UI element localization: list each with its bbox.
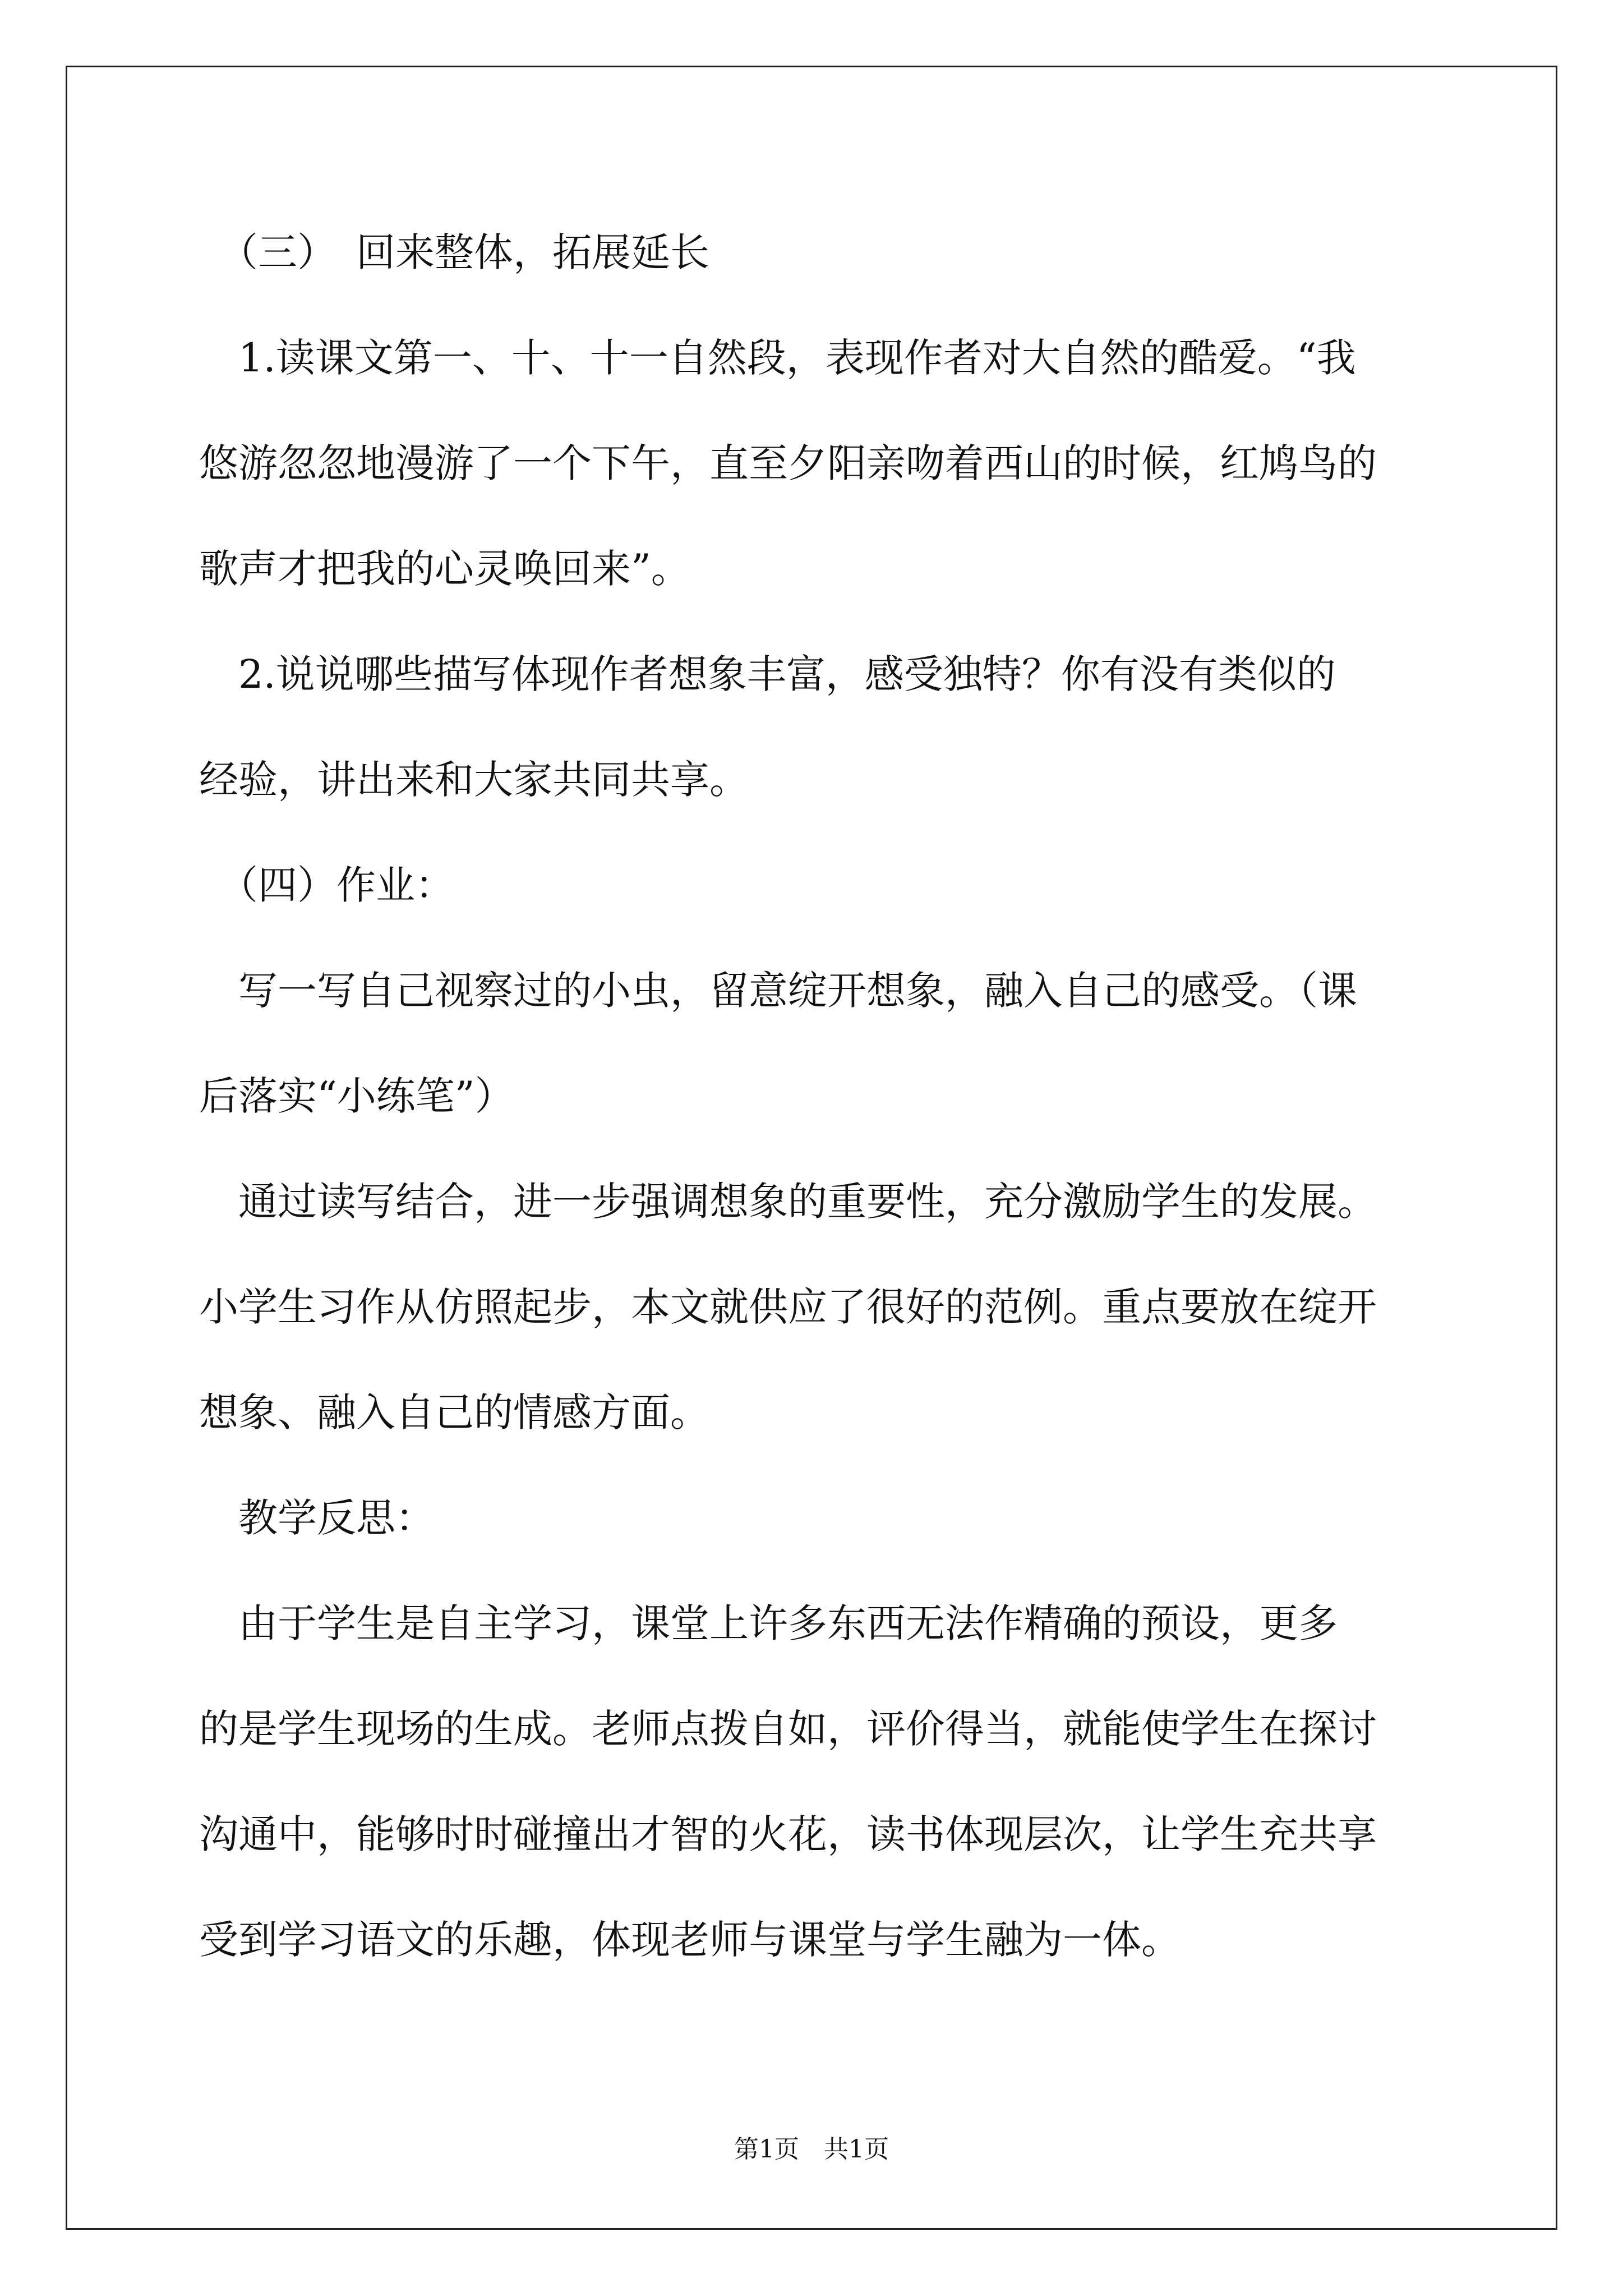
section-heading-3: （三） 回来整体，拓展延长 [199,229,709,275]
text-line: 沟通中，能够时时碰撞出才智的火花，读书体现层次，让学生充共享 [199,1811,1377,1857]
text-line: 由于学生是自主学习，课堂上许多东西无法作精确的预设，更多 [199,1600,1338,1646]
text-line: 1.读课文第一、十、十一自然段，表现作者对大自然的酷爱。“我 [199,335,1356,381]
text-line: 的是学生现场的生成。老师点拨自如，评价得当，就能使学生在探讨 [199,1706,1377,1752]
text-line: 受到学习语文的乐趣，体现老师与课堂与学生融为一体。 [199,1917,1181,1963]
page-footer: 第1页 共1页 [734,2135,889,2164]
text-line: 悠游忽忽地漫游了一个下午，直至夕阳亲吻着西山的时候，红鸠鸟的 [199,440,1377,486]
document-body [199,213,1433,2006]
text-line: 写一写自己视察过的小虫，留意绽开想象，融入自己的感受。（课 [199,968,1357,1014]
section-heading-4: （四）作业： [199,862,454,908]
text-line: 小学生习作从仿照起步，本文就供应了很好的范例。重点要放在绽开 [199,1284,1377,1330]
text-line: 歌声才把我的心灵唤回来”。 [199,546,690,592]
text-line: 经验，讲出来和大家共同共享。 [199,757,749,803]
text-line: 2.说说哪些描写体现作者想象丰富，感受独特？你有没有类似的 [199,651,1336,697]
text-line: 想象、融入自己的情感方面。 [199,1389,709,1435]
reflection-heading: 教学反思： [199,1495,435,1541]
text-line: 后落实“小练笔”） [199,1073,514,1119]
text-line: 通过读写结合，进一步强调想象的重要性，充分激励学生的发展。 [199,1179,1377,1225]
